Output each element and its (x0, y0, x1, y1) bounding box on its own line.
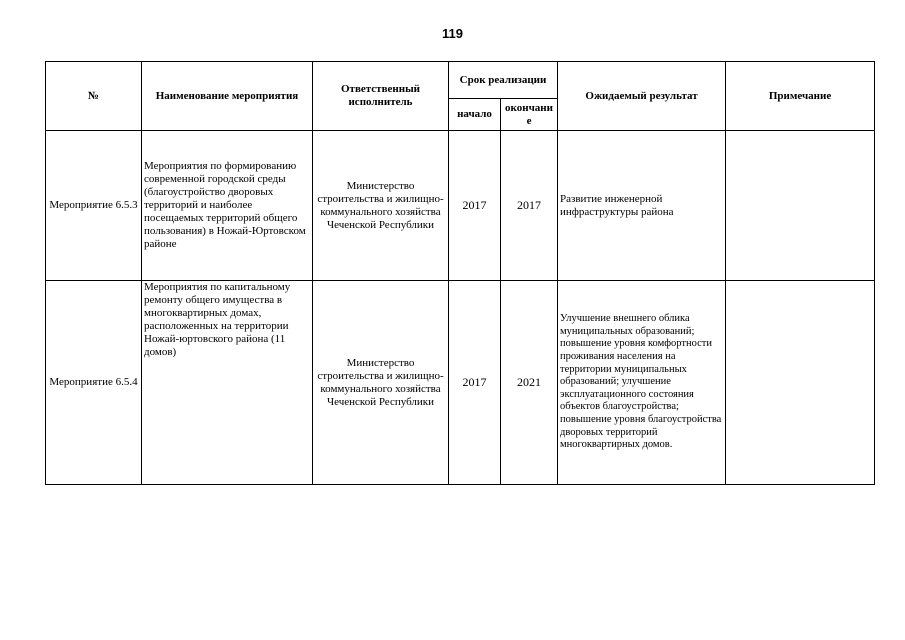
row-result: Развитие инженерной инфраструктуры района (558, 131, 726, 281)
table-row (46, 131, 875, 281)
row-name: Мероприятия по капитальному ремонту общего имущества в многоквартирных домах, расположенных на территории Ножай-юртовского района (11 домов) (142, 281, 313, 485)
table-row (46, 281, 875, 485)
header-period: Срок реализации (449, 62, 558, 99)
header-num: № (46, 62, 142, 131)
row-result: Улучшение внешнего облика муниципальных образований; повышение уровня комфортности проживания населения на территории муниципальных образований; улучшение эксплуатационного состояния объектов благоустройства; повышение уровня благоустройства дворовых территорий многоквартирных домов. (558, 281, 726, 485)
header-start: начало (449, 99, 501, 131)
header-name: Наименование мероприятия (142, 62, 313, 131)
row-num: Мероприятие 6.5.4 (46, 281, 142, 485)
header-row (46, 62, 875, 99)
measures-table (45, 61, 875, 485)
header-note: Примечание (726, 62, 875, 131)
row-end: 2017 (501, 131, 558, 281)
header-executor: Ответственный исполнитель (313, 62, 449, 131)
header-end: окончани е (501, 99, 558, 131)
row-name: Мероприятия по формированию современной городской среды (благоустройство дворовых территорий и наиболее посещаемых территорий общего пользования) в Ножай-Юртовском районе (142, 131, 313, 281)
row-start: 2017 (449, 131, 501, 281)
row-note (726, 281, 875, 485)
row-num: Мероприятие 6.5.3 (46, 131, 142, 281)
row-note (726, 131, 875, 281)
page-number: 119 (442, 26, 463, 41)
row-end: 2021 (501, 281, 558, 485)
row-start: 2017 (449, 281, 501, 485)
row-executor: Министерство строительства и жилищно-коммунального хозяйства Чеченской Республики (313, 131, 449, 281)
header-result: Ожидаемый результат (558, 62, 726, 131)
row-executor: Министерство строительства и жилищно-коммунального хозяйства Чеченской Республики (313, 281, 449, 485)
